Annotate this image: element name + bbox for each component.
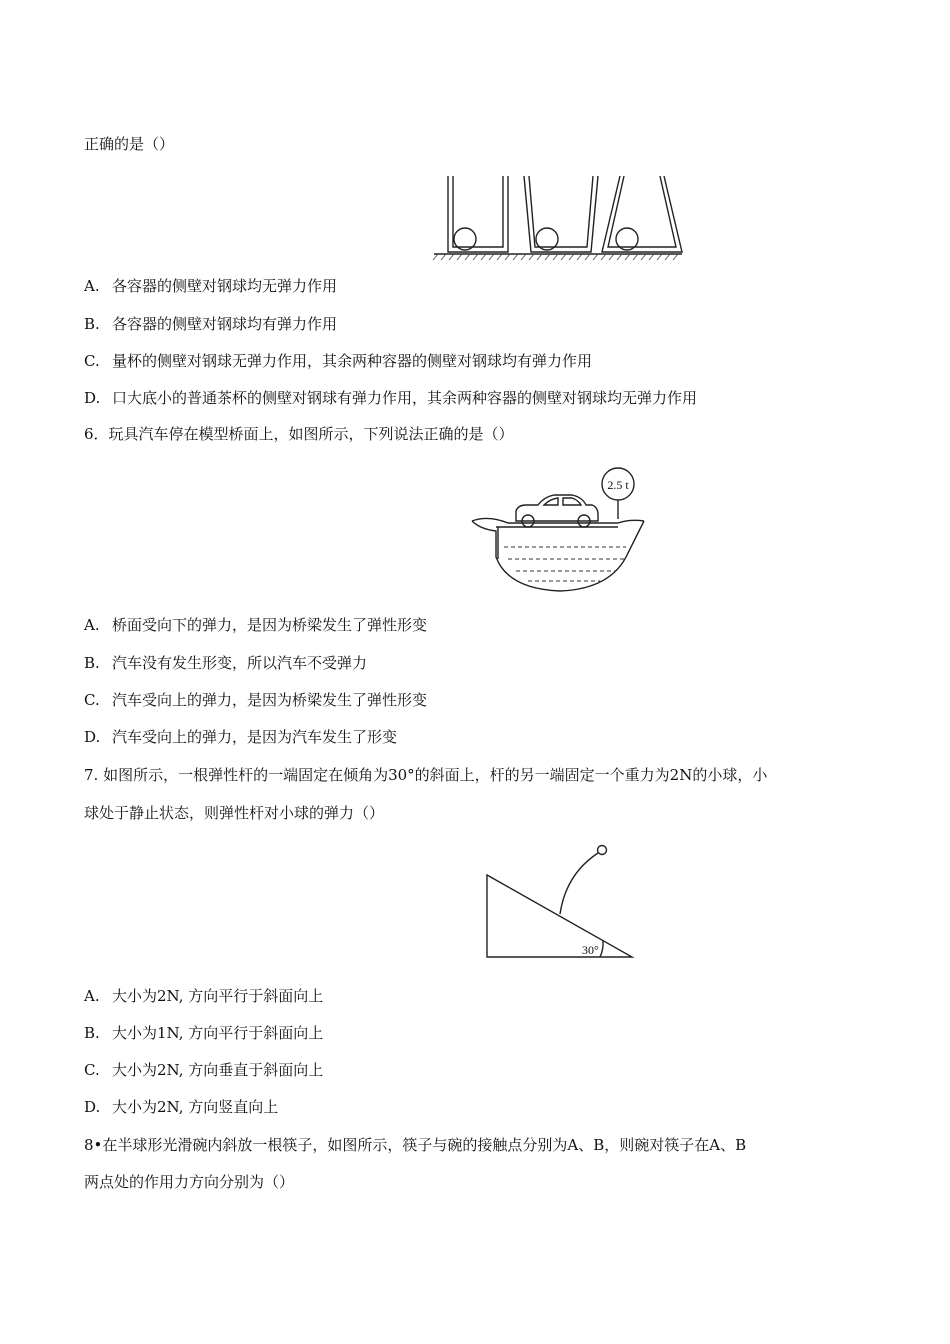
- q7-option-d: [84, 1097, 278, 1117]
- option-text: 汽车受向上的弹力，是因为桥梁发生了弹性形变: [112, 691, 428, 709]
- option-text: 量杯的侧壁对钢球无弹力作用，其余两种容器的侧壁对钢球均有弹力作用: [112, 352, 593, 370]
- small-ball: [598, 846, 607, 855]
- option-text: 大小为1N, 方向平行于斜面向上: [112, 1024, 324, 1042]
- q5-option-b: [84, 314, 337, 334]
- option-text: 汽车没有发生形变，所以汽车不受弹力: [112, 654, 368, 672]
- angle-label: 30°: [582, 943, 599, 957]
- q7-option-a: [84, 986, 323, 1006]
- container-measuring-cup: [602, 176, 682, 252]
- q5-containers-figure: [432, 170, 684, 265]
- option-text: 桥面受向下的弹力，是因为桥梁发生了弹性形变: [112, 616, 428, 634]
- q6-bridge-figure: [468, 463, 648, 595]
- option-letter: B.: [84, 1024, 100, 1042]
- q6-stem: 6．玩具汽车停在模型桥面上，如图所示，下列说法正确的是（）: [84, 425, 514, 443]
- option-letter: D.: [84, 1098, 101, 1116]
- elastic-rod: [560, 853, 598, 914]
- option-text: 汽车受向上的弹力，是因为汽车发生了形变: [112, 728, 398, 746]
- angle-arc: [600, 941, 603, 957]
- option-text: 大小为2N, 方向平行于斜面向上: [112, 987, 324, 1005]
- q7-incline-figure: [482, 840, 642, 962]
- option-text: 口大底小的普通茶杯的侧壁对钢球有弹力作用，其余两种容器的侧壁对钢球均无弹力作用: [112, 389, 698, 407]
- q7-option-b: [84, 1023, 323, 1043]
- q6-option-d: [84, 727, 397, 747]
- q7-stem-line2: 球处于静止状态，则弹性杆对小球的弹力（）: [84, 804, 385, 822]
- option-letter: B.: [84, 654, 100, 672]
- option-letter: D.: [84, 728, 101, 746]
- q6-option-b: [84, 653, 367, 673]
- container-cup: [524, 176, 598, 252]
- option-text: 大小为2N, 方向竖直向上: [112, 1098, 279, 1116]
- q7-option-c: [84, 1060, 323, 1080]
- q6-option-a: [84, 615, 427, 635]
- option-letter: C.: [84, 691, 100, 709]
- option-letter: C.: [84, 352, 100, 370]
- bridge-deck: [472, 518, 644, 527]
- option-text: 各容器的侧壁对钢球均有弹力作用: [112, 315, 338, 333]
- q8-stem-line1: 8•在半球形光滑碗内斜放一根筷子，如图所示，筷子与碗的接触点分别为A、B，则碗对筷子在A、B: [84, 1136, 747, 1154]
- q5-option-d: [84, 388, 697, 408]
- option-letter: A.: [84, 616, 100, 634]
- option-letter: A.: [84, 277, 100, 295]
- q8-stem-line2: 两点处的作用力方向分别为（）: [84, 1173, 295, 1191]
- option-text: 各容器的侧壁对钢球均无弹力作用: [112, 277, 338, 295]
- option-letter: C.: [84, 1061, 100, 1079]
- option-letter: B.: [84, 315, 100, 333]
- q5-option-a: [84, 276, 337, 296]
- bridge-basin: [472, 521, 644, 591]
- incline-triangle: [487, 875, 632, 957]
- weight-limit-sign: [602, 468, 634, 519]
- sign-label: 2.5 t: [607, 478, 629, 492]
- container-straight: [448, 176, 508, 252]
- option-text: 大小为2N, 方向垂直于斜面向上: [112, 1061, 324, 1079]
- option-letter: D.: [84, 389, 101, 407]
- option-letter: A.: [84, 987, 100, 1005]
- q5-option-c: [84, 351, 592, 371]
- q5-stem-tail: 正确的是（）: [84, 135, 175, 153]
- toy-car: [516, 495, 598, 527]
- q7-stem-line1: 7. 如图所示，一根弹性杆的一端固定在倾角为30°的斜面上，杆的另一端固定一个重力为2N的小球，小: [84, 766, 768, 784]
- q6-option-c: [84, 690, 427, 710]
